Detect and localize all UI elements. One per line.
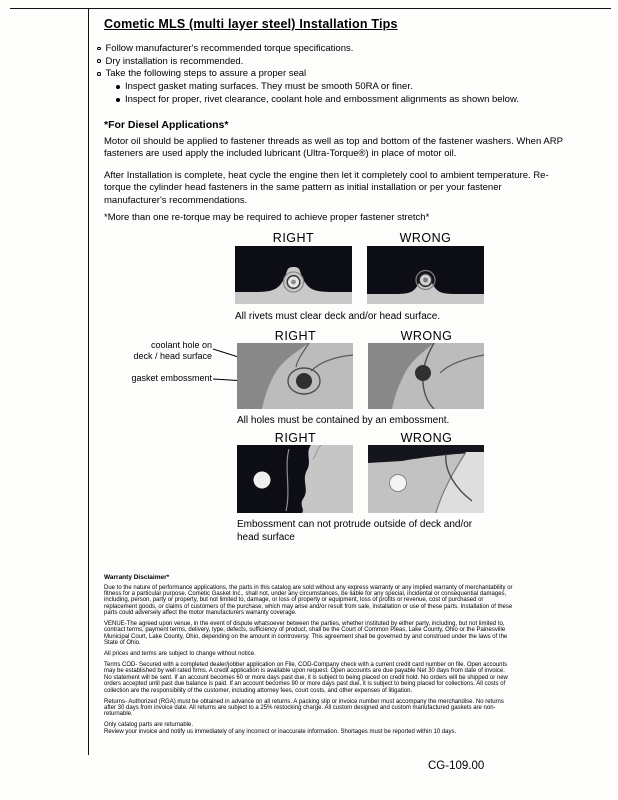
page-code: CG-109.00 <box>428 760 485 772</box>
open-bullet-icon <box>97 59 101 63</box>
warranty-paragraph: VENUE-The agreed upon venue, in the event of dispute whatsoever between the parties, whether instituted by either party, including, but not limited to, contract terms, payment terms, delivery, type, defects, sufficiency of product, shall be the Court of Common Pleas, Lake County, Ohio or the Painesville Municipal Court, Lake County, Ohio, depending on the amount in controversy. This agreement shall be governed by and construed under the laws of the State of Ohio. <box>104 621 508 647</box>
filled-bullet-icon <box>116 98 120 102</box>
list-item-text: Take the following steps to assure a proper seal <box>105 68 307 80</box>
retorque-note: *More than one re-torque may be required to achieve proper fastener stretch* <box>104 212 430 223</box>
warranty-disclaimer-section <box>104 574 513 740</box>
coolant-hole-wrong-image <box>368 343 484 409</box>
figure3-wrong-label: WRONG <box>400 431 453 445</box>
coolant-hole-right-image <box>237 343 353 409</box>
warranty-paragraph: All prices and terms are subject to change without notice. <box>104 651 256 658</box>
coolant-hole-callout-line1: coolant hole on <box>150 340 212 350</box>
rivet-clearance-wrong-image <box>367 246 484 304</box>
figure2-wrong-label: WRONG <box>400 329 453 343</box>
list-subitem <box>116 95 602 106</box>
embossment-right-image <box>237 445 353 513</box>
warranty-paragraph: Review your invoice and notify us immediately of any incorrect or inaccurate information. Shortages must be reported within 10 days. <box>104 728 457 735</box>
page-title: Cometic MLS (multi layer steel) Installation Tips <box>104 17 398 31</box>
coolant-hole-callout <box>98 340 212 361</box>
list-subitem-text: Inspect gasket mating surfaces. They must be smooth 50RA or finer. <box>125 81 413 93</box>
motor-oil-paragraph: Motor oil should be applied to fastener threads as well as top and bottom of the fastener washers. When ARP fasteners are used apply the included lubricant (Ultra-Torque®) in place of motor oil. <box>104 136 563 160</box>
page-border-left <box>88 8 89 755</box>
figure2-right-label: RIGHT <box>274 329 317 343</box>
figure3-caption: Embossment can not protrude outside of deck and/or head surface <box>237 519 473 543</box>
warranty-paragraph: Terms COD- Secured with a completed dealer/jobber application on File, COD-Company check with a current credit card number on file. Open accounts may be established by well rated firms. A credit application is available upon request. Open accounts are due payable Net 30 days from date of invoice. No statement will be sent. If an account becomes 60 or more days past due, it is subject to being placed on credit hold. No orders will be shipped or new orders accepted until past due balance is paid. If an account becomes 90 or more days past due, it is subject to being placed for collections. All costs of collection are the responsibility of the customer, including attorney fees, court costs, and other expenses of litigation. <box>104 662 508 694</box>
list-subitem <box>116 82 602 93</box>
warranty-paragraph: Returns- Authorized (RGA) must be obtained in advance on all returns. A packing slip or invoice number must accompany the merchandise. No returns after 30 days from invoice date. All returns are subject to a 25% restocking charge. All custom designed and custom manufactured gaskets are non-returnable. <box>104 698 504 718</box>
open-bullet-icon <box>97 72 101 76</box>
rivet-clearance-right-image <box>235 246 352 304</box>
filled-bullet-icon <box>116 85 120 89</box>
diesel-applications-heading: *For Diesel Applications* <box>104 119 229 131</box>
figure2-caption: All holes must be contained by an embossment. <box>237 415 450 426</box>
warranty-heading: Warranty Disclaimer* <box>104 574 170 581</box>
list-item <box>97 57 602 68</box>
list-item <box>97 69 602 80</box>
page-border-top <box>10 8 611 9</box>
list-item-text: Follow manufacturer's recommended torque specifications. <box>105 43 354 54</box>
figure3-right-label: RIGHT <box>274 431 317 445</box>
coolant-hole-callout-line2: deck / head surface <box>133 350 212 361</box>
embossment-wrong-image <box>368 445 484 513</box>
figure1-caption: All rivets must clear deck and/or head surface. <box>235 311 441 322</box>
warranty-paragraph: Due to the nature of performance applications, the parts in this catalog are sold without any express warranty or any implied warranty of merchantability or fitness for a particular purpose. Cometic Gasket Inc., shall not, under any circumstances, be liable for any special, incidental or consequential damages, including, person, party or property, but not limited to, damage, or loss of property or equipment, loss of profits or revenue, cost of purchased or replacement goods, or claims of customers of the purchase, which may arise and/or result from sale, installation or use of these parts. Installation of these parts could adversely affect the motor manufacturers warranty coverage. <box>104 584 513 617</box>
open-bullet-icon <box>97 47 101 51</box>
list-item-text: Dry installation is recommended. <box>105 55 244 67</box>
list-subitem-text: Inspect for proper, rivet clearance, coolant hole and embossment alignments as shown below. <box>125 93 519 105</box>
gasket-embossment-callout: gasket embossment <box>131 373 212 383</box>
figure1-right-label: RIGHT <box>272 231 315 245</box>
list-item <box>97 44 602 55</box>
installation-tips-list <box>97 44 602 107</box>
heat-cycle-paragraph: After Installation is complete, heat cycle the engine then let it completely cool to ambient temperature. Re-torque the cylinder head fasteners in the same pattern as initial installation or per your fastener manufacturer's recommendations. <box>104 170 549 206</box>
figure1-wrong-label: WRONG <box>399 231 452 245</box>
warranty-paragraph: Only catalog parts are returnable. <box>104 722 194 729</box>
